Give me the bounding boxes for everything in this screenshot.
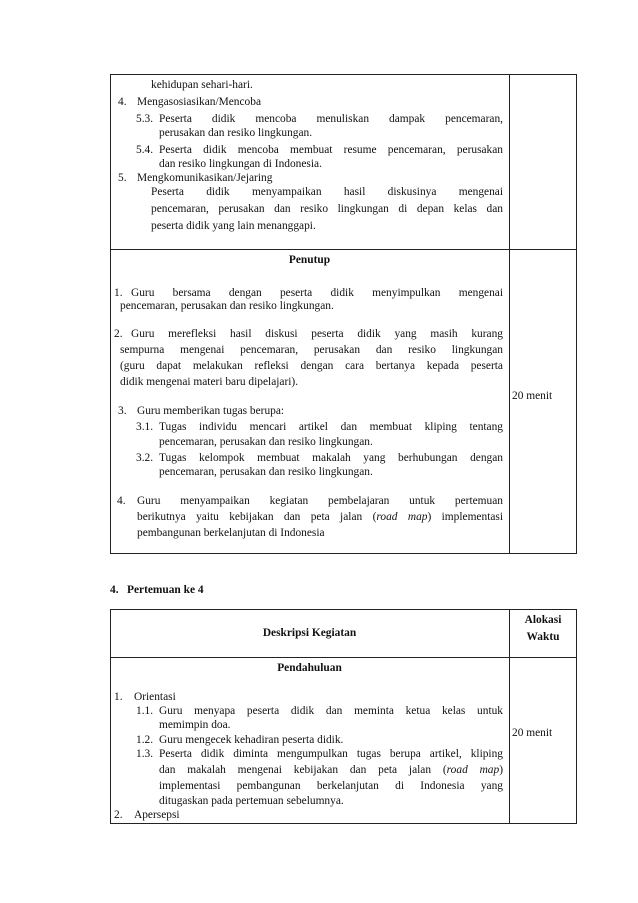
paragraph-text: Peserta didik menyampaikan hasil diskusinya mengenai <box>151 186 503 198</box>
paragraph-text: peserta didik yang lain menanggapi. <box>151 220 316 232</box>
column-header-description: Deskripsi Kegiatan <box>262 627 357 639</box>
time-allocation: 20 menit <box>512 727 553 739</box>
sub-item-text: ditugaskan pada pertemuan sebelumnya. <box>159 795 344 807</box>
sub-item-number: 3.2. <box>136 452 154 464</box>
list-item-text: (guru dapat melakukan refleksi dengan cara bertanya kepada peserta <box>120 360 503 372</box>
sub-item-number: 1.3. <box>136 748 154 760</box>
list-item-label: Mengkomunikasikan/Jejaring <box>137 172 273 184</box>
list-item-text: Guru bersama dengan peserta didik menyimpulkan mengenai <box>131 287 503 299</box>
sub-item-text: perusakan dan resiko lingkungan. <box>159 127 313 139</box>
section-title: Pertemuan ke 4 <box>127 584 204 596</box>
sub-item-text: dan resiko lingkungan di Indonesia. <box>159 158 322 170</box>
sub-item-text: memimpin doa. <box>159 719 231 731</box>
sub-item-text: Peserta didik mencoba menuliskan dampak pencemaran, <box>159 113 503 125</box>
list-item-label: Mengasosiasikan/Mencoba <box>137 96 262 108</box>
time-allocation: 20 menit <box>512 390 553 402</box>
sub-item-number: 5.4. <box>136 144 154 156</box>
sub-item-text: dan makalah mengenai kebijakan dan peta jalan (road map) <box>159 764 503 776</box>
sub-item-number: 1.1. <box>136 705 154 717</box>
paragraph-text: pencemaran, perusakan dan resiko lingkungan di depan kelas dan <box>151 203 503 215</box>
column-header-time-2: Waktu <box>526 631 560 643</box>
table-2-header-divider <box>110 657 577 658</box>
list-item-text: berikutnya yaitu kebijakan dan peta jalan (road map) implementasi <box>137 511 504 523</box>
sub-item-text: Tugas kelompok membuat makalah yang berhubungan dengan <box>159 452 503 464</box>
sub-item-text: Peserta didik diminta mengumpulkan tugas berupa artikel, kliping <box>159 748 503 760</box>
list-number: 4. <box>117 495 126 507</box>
list-item-label: Orientasi <box>134 691 176 703</box>
list-item-text: Guru merefleksi hasil diskusi peserta didik yang masih kurang <box>131 328 503 340</box>
sub-item-text: pencemaran, perusakan dan resiko lingkungan. <box>159 436 373 448</box>
section-heading-pendahuluan: Pendahuluan <box>277 662 342 674</box>
sub-item-text: Tugas individu mencari artikel dan membuat kliping tentang <box>159 421 503 433</box>
sub-item-text: Peserta didik mencoba membuat resume pencemaran, perusakan <box>159 144 503 156</box>
sub-item-number: 3.1. <box>136 421 154 433</box>
section-heading-penutup: Penutup <box>288 254 331 266</box>
sub-item-number: 1.2. <box>136 734 154 746</box>
list-item-text: Guru menyampaikan kegiatan pembelajaran untuk pertemuan <box>137 495 503 507</box>
list-item-text: pembangunan berkelanjutan di Indonesia <box>137 527 325 539</box>
sub-item-text: pencemaran, perusakan dan resiko lingkungan. <box>159 466 373 478</box>
section-number: 4. <box>110 584 119 596</box>
list-item-text: pencemaran, perusakan dan resiko lingkungan. <box>120 300 334 312</box>
continued-text: kehidupan sehari-hari. <box>151 79 253 91</box>
table-1-row-divider <box>110 249 577 250</box>
sub-item-text: Guru menyapa peserta didik dan meminta ketua kelas untuk <box>159 705 503 717</box>
list-number: 4. <box>118 96 127 108</box>
column-header-time-1: Alokasi <box>524 614 562 626</box>
list-item-label: Apersepsi <box>134 809 180 821</box>
list-number: 2. <box>114 809 123 821</box>
list-number: 3. <box>118 405 127 417</box>
list-item-text: Guru memberikan tugas berupa: <box>137 405 285 417</box>
list-number: 1. <box>114 691 123 703</box>
table-1-column-divider <box>509 74 510 554</box>
sub-item-text: Guru mengecek kehadiran peserta didik. <box>159 734 344 746</box>
list-item-text: sempurna mengenai pencemaran, perusakan dan resiko lingkungan <box>120 344 503 356</box>
list-number: 5. <box>118 172 127 184</box>
list-number: 2. <box>114 328 123 340</box>
sub-item-number: 5.3. <box>136 113 154 125</box>
list-number: 1. <box>114 287 123 299</box>
sub-item-text: implementasi pembangunan berkelanjutan di Indonesia yang <box>159 780 503 792</box>
list-item-text: didik mengenai materi baru dipelajari). <box>120 376 299 388</box>
